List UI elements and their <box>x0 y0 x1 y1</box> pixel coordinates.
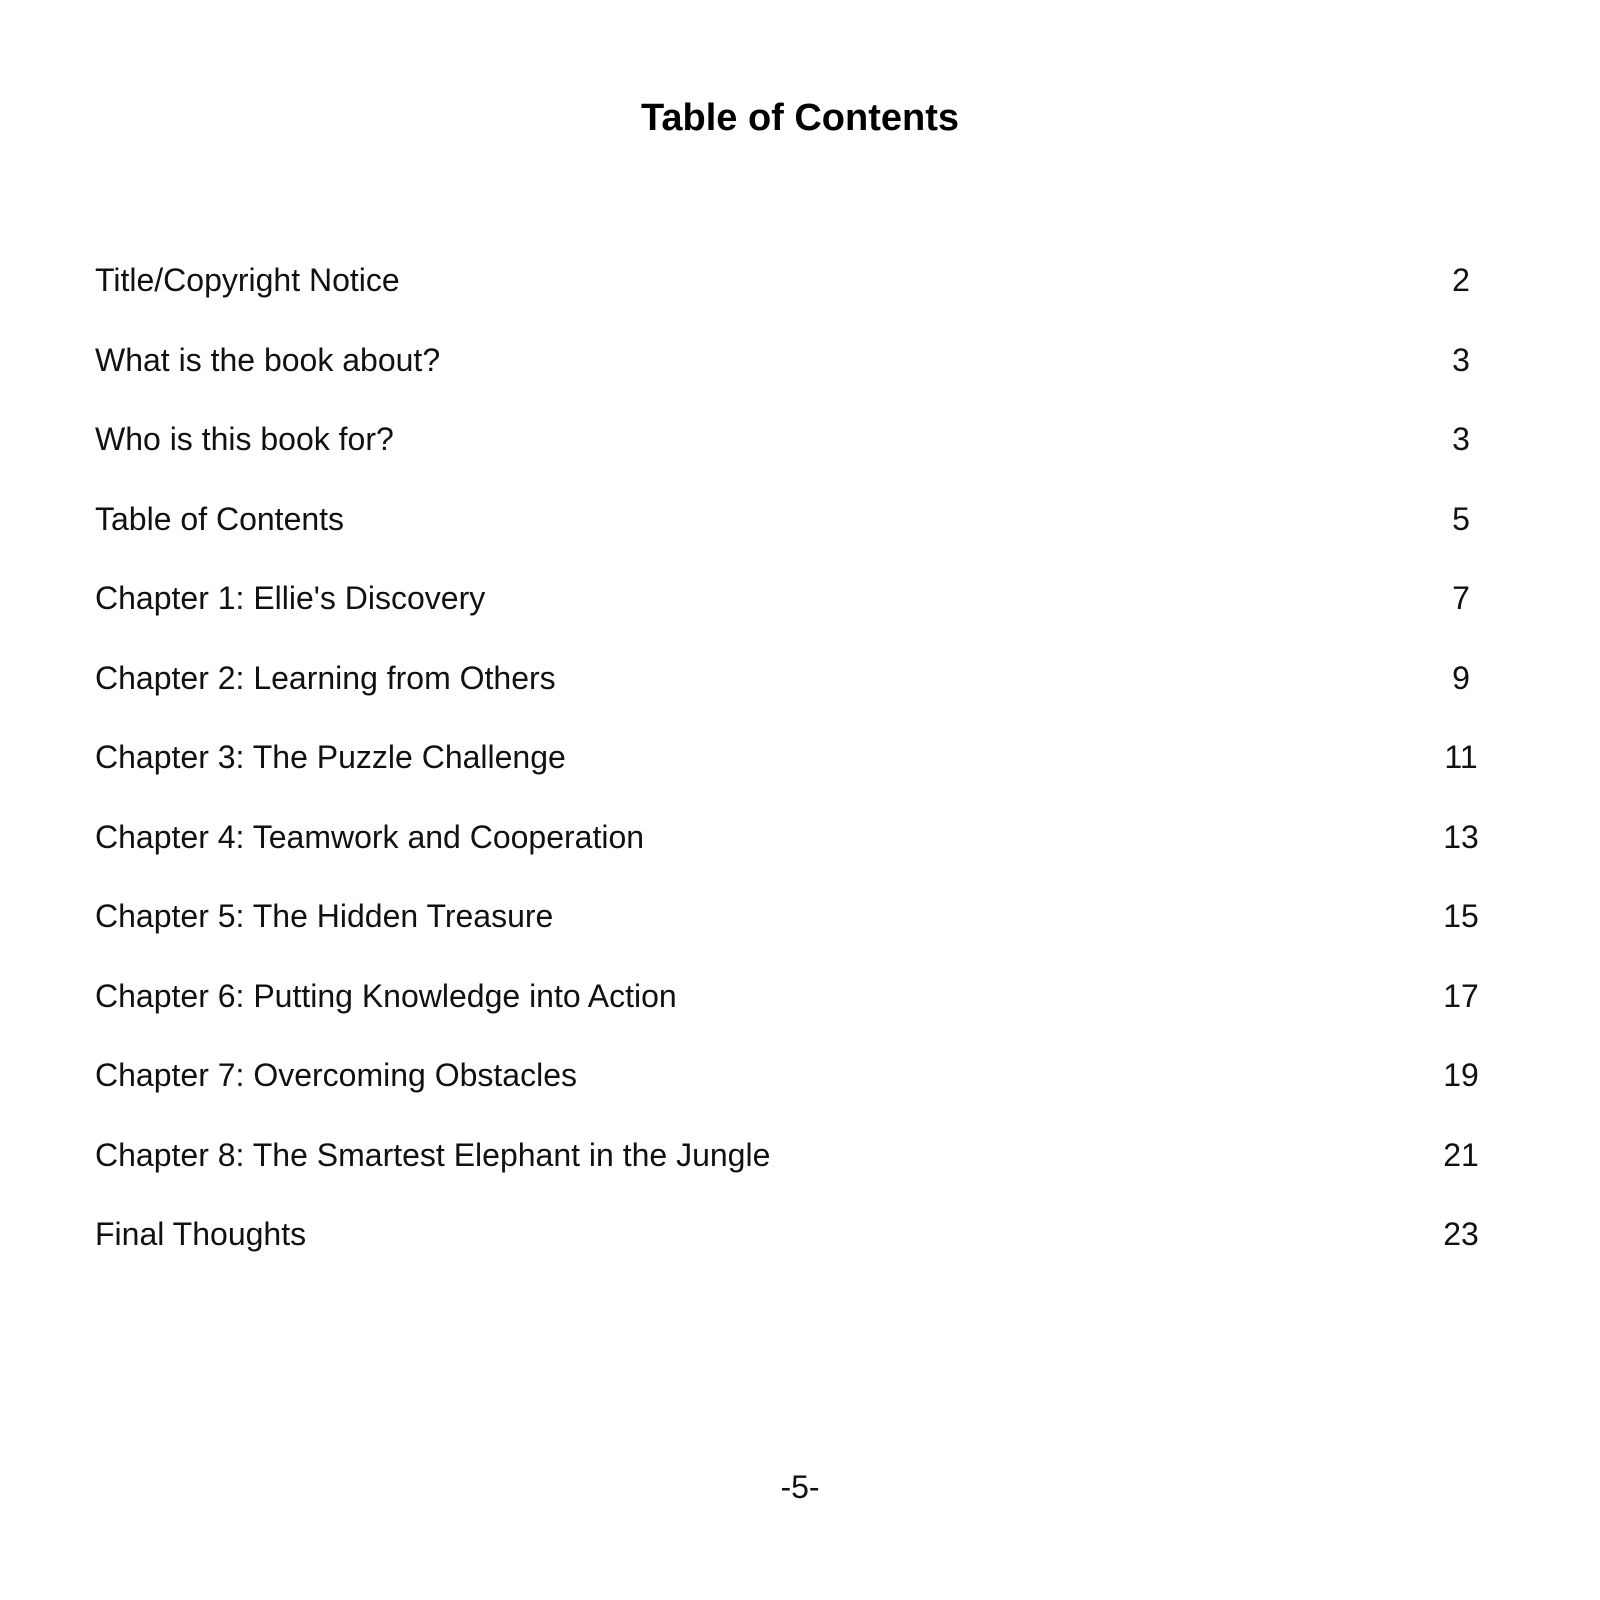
toc-entry-label: Title/Copyright Notice <box>95 262 400 298</box>
toc-entry <box>95 1058 1485 1138</box>
toc-entry-label: Chapter 2: Learning from Others <box>95 659 556 696</box>
toc-entry <box>95 979 1485 1059</box>
toc-entry-page: 9 <box>1452 659 1470 696</box>
toc-entry <box>95 740 1485 820</box>
toc-entry-page: 2 <box>1452 262 1470 298</box>
toc-entry-page: 17 <box>1443 977 1479 1014</box>
toc-entry-label: Chapter 7: Overcoming Obstacles <box>95 1057 577 1093</box>
toc-entry-label: Chapter 3: The Puzzle Challenge <box>95 739 566 775</box>
toc-entry <box>95 820 1485 900</box>
toc-entry-page: 5 <box>1452 500 1470 537</box>
toc-list <box>95 263 1485 1297</box>
toc-entry-page: 3 <box>1452 421 1470 457</box>
toc-entry-page: 11 <box>1444 739 1478 775</box>
toc-entry-label: Chapter 5: The Hidden Treasure <box>95 898 554 934</box>
toc-entry <box>95 1138 1485 1218</box>
page-title: Table of Contents <box>640 97 960 139</box>
toc-entry-page: 3 <box>1452 341 1470 378</box>
toc-entry-label: Table of Contents <box>95 500 345 537</box>
toc-entry-page: 7 <box>1452 580 1470 616</box>
toc-entry <box>95 422 1485 502</box>
toc-entry <box>95 661 1485 741</box>
toc-entry-page: 23 <box>1443 1216 1479 1252</box>
toc-entry <box>95 502 1485 582</box>
toc-entry-label: Who is this book for? <box>95 421 394 457</box>
toc-entry-page: 21 <box>1443 1136 1479 1173</box>
toc-entry-page: 13 <box>1443 818 1479 855</box>
toc-entry <box>95 1217 1485 1297</box>
toc-entry-label: Chapter 1: Ellie's Discovery <box>95 580 486 616</box>
toc-entry <box>95 263 1485 343</box>
toc-entry-label: What is the book about? <box>95 341 441 378</box>
toc-entry-page: 19 <box>1443 1057 1479 1093</box>
page-number-footer: -5- <box>780 1469 820 1505</box>
toc-entry-label: Final Thoughts <box>95 1216 307 1252</box>
toc-entry <box>95 581 1485 661</box>
toc-entry-label: Chapter 4: Teamwork and Cooperation <box>95 818 645 855</box>
toc-entry <box>95 343 1485 423</box>
toc-entry-page: 15 <box>1443 898 1479 934</box>
toc-entry-label: Chapter 8: The Smartest Elephant in the Jungle <box>95 1136 771 1173</box>
toc-entry-label: Chapter 6: Putting Knowledge into Action <box>95 977 677 1014</box>
toc-entry <box>95 899 1485 979</box>
